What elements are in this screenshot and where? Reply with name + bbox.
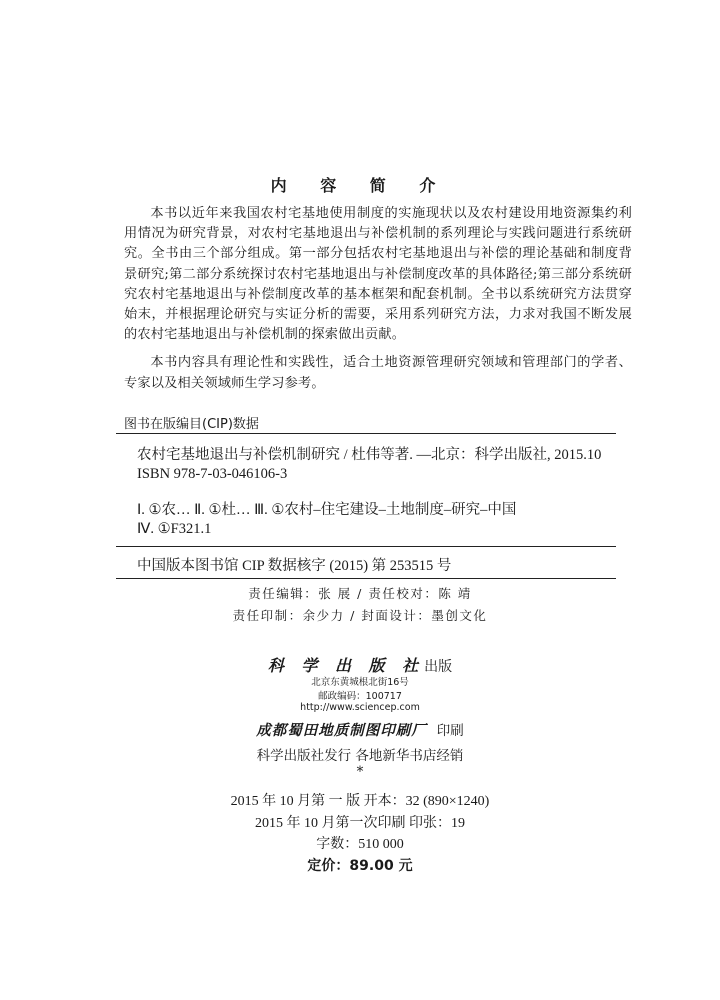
distribution-line: 科学出版社发行 各地新华书店经销 xyxy=(256,748,464,764)
printer-logo: 成都蜀田地质制图印刷厂 xyxy=(256,723,427,739)
cip-title-line: 农村宅基地退出与补偿机制研究 / 杜伟等著. —北京：科学出版社, 2015.10 xyxy=(137,447,602,463)
edition-line: 2015 年 10 月第 一 版 开本：32 (890×1240) xyxy=(230,794,490,809)
summary-body xyxy=(124,204,632,394)
cip-isbn-line: ISBN 978-7-03-046106-3 xyxy=(137,466,288,482)
separator-asterisk: * xyxy=(356,764,364,780)
cip-classification-line: Ⅰ. ①农… Ⅱ. ①杜… Ⅲ. ①农村–住宅建设–土地制度–研究–中国 xyxy=(137,502,517,518)
publisher-logo: 科 学 出 版 社 xyxy=(267,656,425,675)
publisher-postcode: 邮政编码：100717 xyxy=(318,691,402,702)
cip-classification-line: Ⅳ. ①F321.1 xyxy=(137,521,212,537)
credits-production: 责任印制：余少力 / 封面设计：墨创文化 xyxy=(232,608,488,623)
printing-line: 2015 年 10 月第一次印刷 印张：19 xyxy=(255,816,465,831)
cip-verification-line: 中国版本图书馆 CIP 数据核字 (2015) 第 253515 号 xyxy=(137,558,452,574)
cip-top-rule xyxy=(116,433,616,434)
word-count-line: 字数：510 000 xyxy=(316,837,404,852)
publisher-action: 出版 xyxy=(424,659,453,675)
cip-middle-rule xyxy=(116,546,616,547)
summary-paragraph: 本书内容具有理论性和实践性，适合土地资源管理研究领域和管理部门的学者、专家以及相关领域师生学习参考。 xyxy=(124,355,632,391)
publisher-line xyxy=(0,653,720,676)
cip-heading: 图书在版编目(CIP)数据 xyxy=(124,417,259,432)
summary-title: 内 容 简 介 xyxy=(270,176,450,195)
credits-editors: 责任编辑：张 展 / 责任校对：陈 靖 xyxy=(248,586,472,601)
printer-line xyxy=(0,719,720,740)
price-line: 定价：89.00 元 xyxy=(307,858,413,874)
summary-paragraph: 本书以近年来我国农村宅基地使用制度的实施现状以及农村建设用地资源集约利用情况为研究背景，对农村宅基地退出与补偿机制的系列理论与实践问题进行系统研究。全书由三个部分组成。第一部分包括农村宅基地退出与补偿的理论基础和制度背景研究;第二部分系统探讨农村宅基地退出与补偿制度改革的具体路径;第三部分系统研究农村宅基地退出与补偿制度改革的基本框架和配套机制。全书以系统研究方法贯穿始末，并根据理论研究与实证分析的需要，采用系列研究方法，力求对我国不断发展的农村宅基地退出与补偿机制的探索做出贡献。 xyxy=(124,206,632,343)
publisher-url: http://www.sciencep.com xyxy=(300,702,420,713)
publisher-address: 北京东黄城根北街16号 xyxy=(311,677,409,688)
printer-action: 印刷 xyxy=(436,723,464,739)
cip-bottom-rule xyxy=(116,578,616,579)
